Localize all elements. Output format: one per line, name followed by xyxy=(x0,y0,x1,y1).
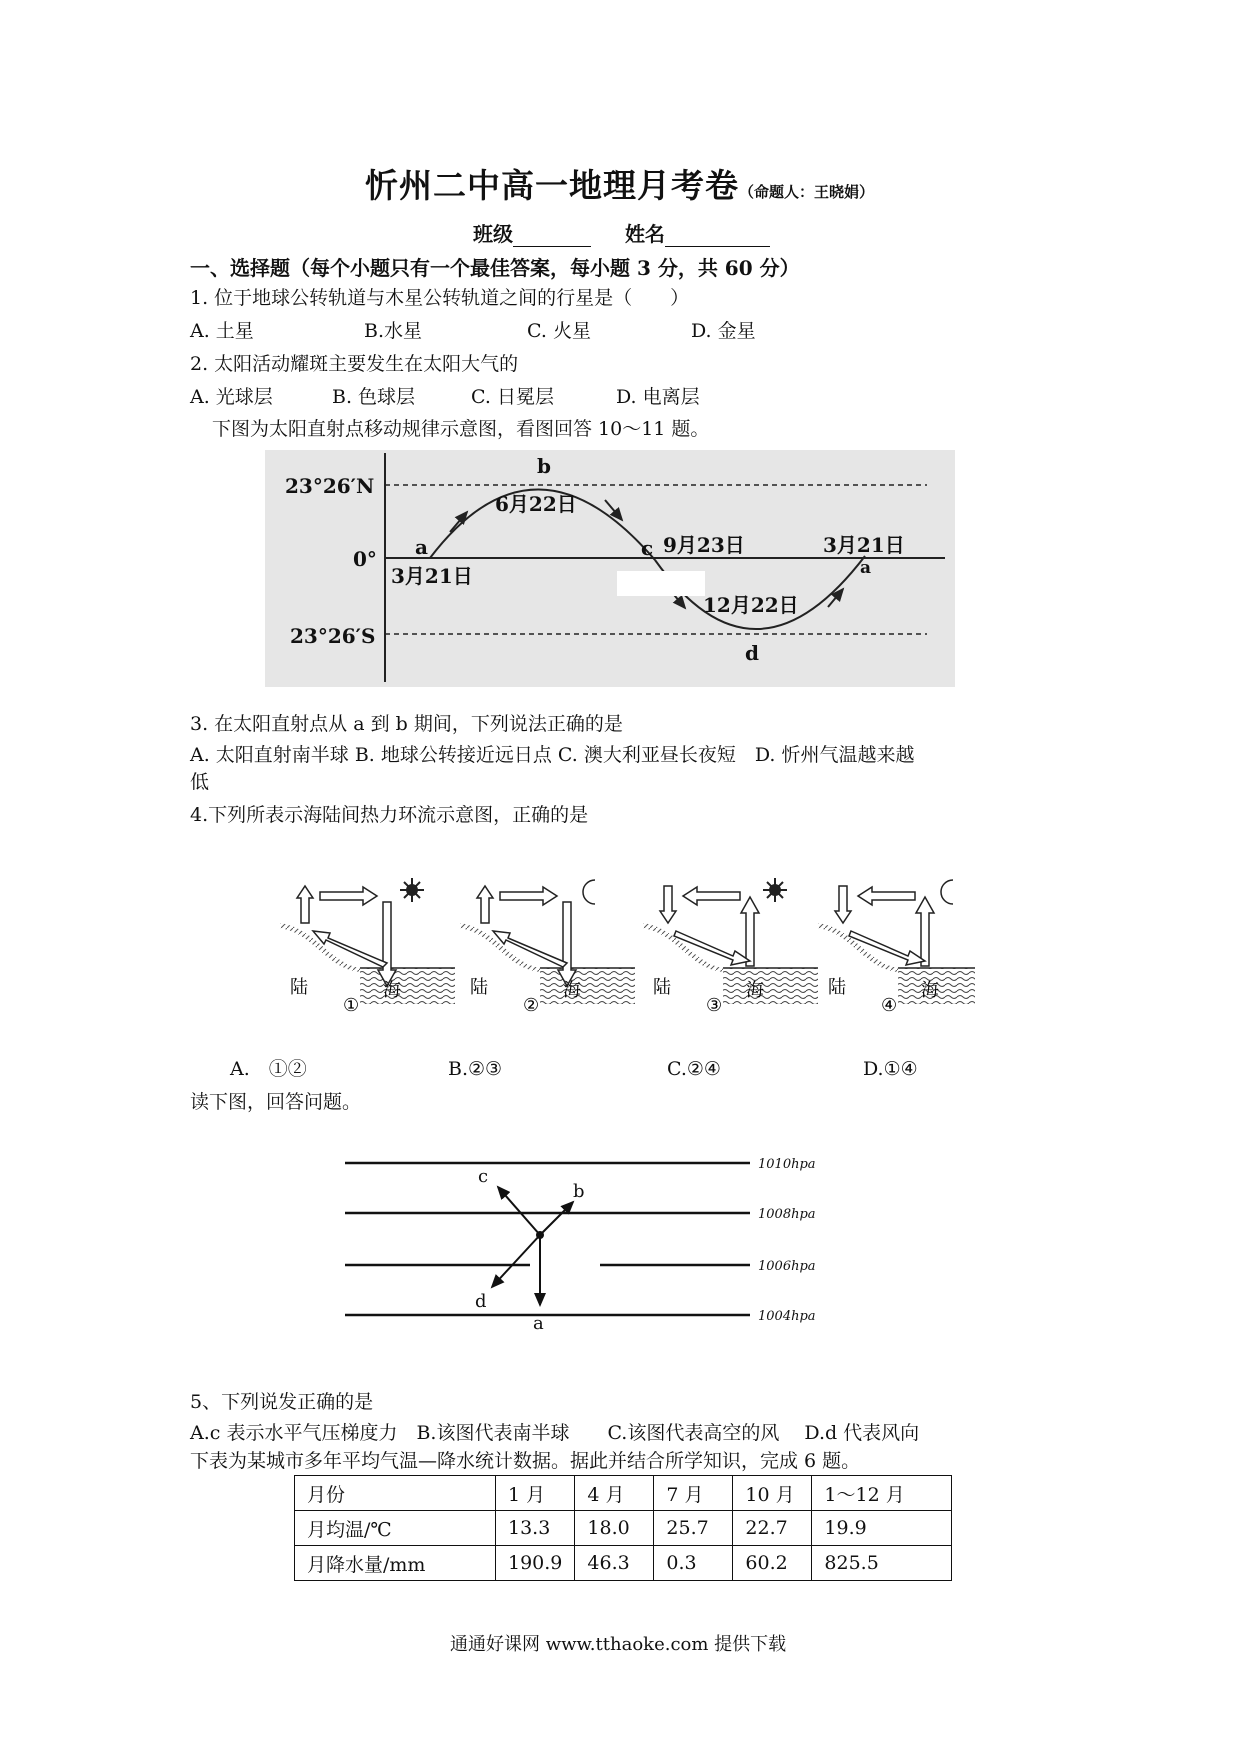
table-cell: 190.9 xyxy=(496,1546,575,1581)
table-cell: 0.3 xyxy=(654,1546,733,1581)
arrow-right xyxy=(500,887,557,905)
table-cell: 25.7 xyxy=(654,1511,733,1546)
sea-surface xyxy=(540,968,635,1004)
sun-diagram-intro: 下图为太阳直射点移动规律示意图，看图回答 10～11 题。 xyxy=(212,418,710,440)
student-info xyxy=(473,218,770,247)
q4-stem: 4.下列所表示海陆间热力环流示意图，正确的是 xyxy=(190,804,589,826)
moon-icon xyxy=(583,880,595,904)
q3-options-wrap: 低 xyxy=(190,771,210,793)
date-dec22: 12月22日 xyxy=(703,593,799,617)
q2-option-b: B. 色球层 xyxy=(332,386,416,408)
label-23s: 23°26′S xyxy=(290,624,376,648)
date-mar21-left: 3月21日 xyxy=(391,564,473,588)
q2-option-c: C. 日冕层 xyxy=(471,386,554,408)
paper-title xyxy=(365,160,874,207)
header-cell: 10 月 xyxy=(733,1476,812,1511)
q1-option-a: A. 土星 xyxy=(190,320,254,342)
panel-number: ② xyxy=(523,995,540,1016)
arrow-down xyxy=(558,902,576,986)
sea-label: 海 xyxy=(746,980,764,1001)
q1-stem: 1. 位于地球公转轨道与木星公转轨道之间的行星是（ ） xyxy=(190,287,690,309)
panel-1 xyxy=(280,878,455,1016)
panel-4 xyxy=(818,880,975,1016)
label-23n: 23°26′N xyxy=(285,474,375,498)
arrow-up xyxy=(477,886,493,923)
sea-label: 海 xyxy=(563,980,581,1001)
label-c: c xyxy=(478,1166,489,1187)
q4-option-c: C.②④ xyxy=(667,1058,721,1080)
header-cell: 1 月 xyxy=(496,1476,575,1511)
label-0: 0° xyxy=(353,547,377,571)
label-1004: 1004hpa xyxy=(758,1309,816,1324)
arrow-up-sea xyxy=(916,897,934,966)
sun-icon xyxy=(763,878,787,902)
arrow-down-land xyxy=(660,886,676,923)
sun-migration-diagram xyxy=(265,450,955,687)
header-cell: 月份 xyxy=(295,1476,496,1511)
moon-icon xyxy=(941,880,953,904)
panel-number: ④ xyxy=(881,995,898,1016)
table-cell: 22.7 xyxy=(733,1511,812,1546)
panel-number: ① xyxy=(343,995,360,1016)
sea-label: 海 xyxy=(921,980,939,1001)
date-sep23: 9月23日 xyxy=(663,533,745,557)
table-row xyxy=(295,1546,952,1581)
blank-patch xyxy=(617,571,705,596)
point-d: d xyxy=(745,641,759,665)
q1-option-b: B.水星 xyxy=(364,320,423,342)
class-label: 班级 xyxy=(473,222,513,246)
point-a-left: a xyxy=(415,535,428,559)
table-cell: 18.0 xyxy=(575,1511,654,1546)
header-cell: 4 月 xyxy=(575,1476,654,1511)
arrow-down xyxy=(378,902,396,986)
point-a-right: a xyxy=(860,558,872,578)
panel-number: ③ xyxy=(706,995,723,1016)
land-label: 陆 xyxy=(653,977,671,998)
label-d: d xyxy=(475,1291,487,1312)
table-cell: 月均温/℃ xyxy=(295,1511,496,1546)
land-label: 陆 xyxy=(290,977,308,998)
q5-options: A.c 表示水平气压梯度力 B.该图代表南半球 C.该图代表高空的风 D.d 代表风向 xyxy=(190,1422,920,1444)
label-a: a xyxy=(533,1313,544,1330)
panel-3 xyxy=(643,878,818,1016)
q1-option-c: C. 火星 xyxy=(527,320,591,342)
table-intro: 下表为某城市多年平均气温—降水统计数据。据此并结合所学知识，完成 6 题。 xyxy=(190,1450,861,1472)
arrow-up xyxy=(297,886,313,923)
name-label: 姓名 xyxy=(624,222,665,246)
label-b: b xyxy=(573,1181,585,1202)
label-1010: 1010hpa xyxy=(758,1157,816,1172)
land-label: 陆 xyxy=(470,977,488,998)
label-1006: 1006hpa xyxy=(758,1259,816,1274)
q3-stem: 3. 在太阳直射点从 a 到 b 期间，下列说法正确的是 xyxy=(190,713,623,735)
title-text: 忻州二中高一地理月考卷 xyxy=(365,166,739,205)
table-cell: 19.9 xyxy=(812,1511,952,1546)
arrow-up-sea xyxy=(741,897,759,966)
class-blank[interactable] xyxy=(513,226,591,247)
date-mar21-right: 3月21日 xyxy=(823,533,905,557)
date-jun22: 6月22日 xyxy=(495,492,577,516)
q1-option-d: D. 金星 xyxy=(691,320,756,342)
table-cell: 60.2 xyxy=(733,1546,812,1581)
arrow-left-upper xyxy=(683,887,740,905)
q4-option-a: A. ①② xyxy=(230,1058,307,1080)
climate-table xyxy=(294,1475,952,1581)
q2-stem: 2. 太阳活动耀斑主要发生在太阳大气的 xyxy=(190,353,519,375)
q4-option-b: B.②③ xyxy=(448,1058,503,1080)
point-c: c xyxy=(641,536,654,560)
header-cell: 7 月 xyxy=(654,1476,733,1511)
name-blank[interactable] xyxy=(665,226,770,247)
q2-option-a: A. 光球层 xyxy=(190,386,273,408)
table-cell: 月降水量/mm xyxy=(295,1546,496,1581)
sea-surface xyxy=(360,968,455,1004)
arrow-right xyxy=(320,887,377,905)
wind-diagram-intro: 读下图，回答问题。 xyxy=(190,1091,362,1113)
point-b: b xyxy=(537,454,551,478)
table-cell: 46.3 xyxy=(575,1546,654,1581)
q5-stem: 5、下列说发正确的是 xyxy=(190,1391,374,1413)
author-note: （命题人：王晓娟） xyxy=(739,183,875,201)
sea-surface xyxy=(723,968,818,1004)
table-cell: 13.3 xyxy=(496,1511,575,1546)
arrow-left-upper xyxy=(858,887,915,905)
panel-2 xyxy=(460,880,635,1016)
label-1008: 1008hpa xyxy=(758,1207,816,1222)
land-label: 陆 xyxy=(828,977,846,998)
arrow-down-land xyxy=(835,886,851,923)
section-heading: 一、选择题（每个小题只有一个最佳答案，每小题 3 分，共 60 分） xyxy=(190,256,800,280)
table-header-row xyxy=(295,1476,952,1511)
sea-label: 海 xyxy=(383,980,401,1001)
header-cell: 1～12 月 xyxy=(812,1476,952,1511)
sun-icon xyxy=(400,878,424,902)
sea-land-circulation-diagram xyxy=(275,868,975,1028)
page-footer: 通通好课网 www.tthaoke.com 提供下载 xyxy=(450,1634,787,1655)
q4-option-d: D.①④ xyxy=(863,1058,918,1080)
arrow-b xyxy=(540,1202,573,1235)
arrow-c xyxy=(498,1187,540,1235)
q3-options: A. 太阳直射南半球 B. 地球公转接近远日点 C. 澳大利亚昼长夜短 D. 忻州气温越来越 xyxy=(190,744,915,766)
isobar-wind-diagram xyxy=(340,1145,840,1330)
table-row xyxy=(295,1511,952,1546)
table-cell: 825.5 xyxy=(812,1546,952,1581)
q2-option-d: D. 电离层 xyxy=(616,386,700,408)
